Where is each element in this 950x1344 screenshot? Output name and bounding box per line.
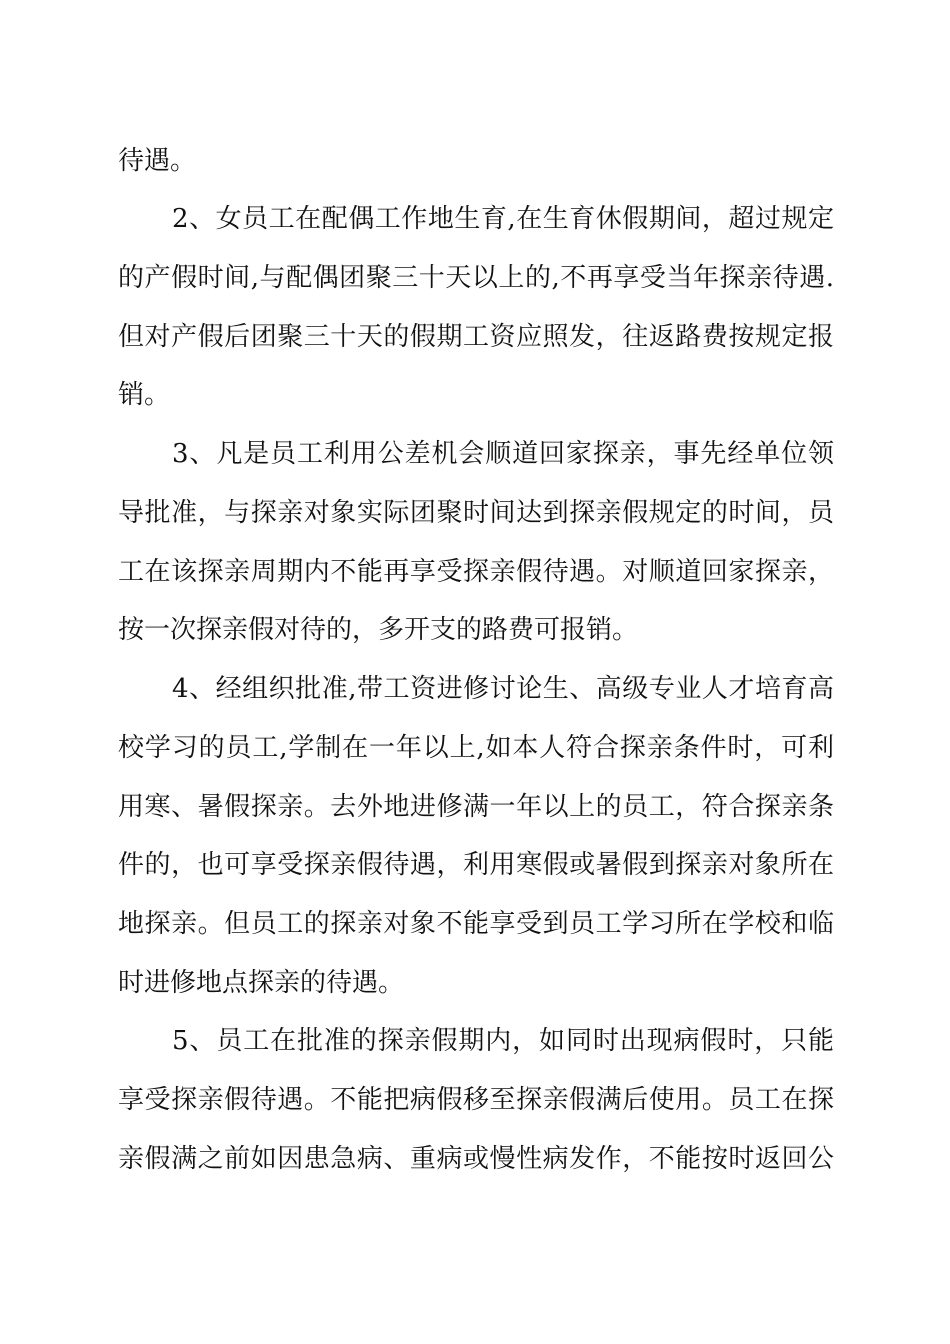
text-line: 校学习的员工,学制在一年以上,如本人符合探亲条件时，可利 bbox=[118, 733, 834, 763]
text-line: 导批准，与探亲对象实际团聚时间达到探亲假规定的时间，员 bbox=[118, 498, 834, 528]
paragraph-start-line: 4、经组织批准,带工资进修讨论生、高级专业人才培育高 bbox=[172, 674, 834, 704]
paragraph-start-line: 5、员工在批准的探亲假期内，如同时出现病假时，只能 bbox=[172, 1026, 834, 1056]
paragraph-start-line: 2、女员工在配偶工作地生育,在生育休假期间，超过规定 bbox=[172, 204, 834, 234]
text-line: 时进修地点探亲的待遇。 bbox=[118, 968, 405, 998]
text-line: 件的，也可享受探亲假待遇，利用寒假或暑假到探亲对象所在 bbox=[118, 850, 834, 880]
text-line: 销。 bbox=[118, 380, 171, 410]
text-line: 待遇。 bbox=[118, 146, 197, 176]
text-line: 的产假时间,与配偶团聚三十天以上的,不再享受当年探亲待遇. bbox=[118, 263, 834, 293]
text-line: 用寒、暑假探亲。去外地进修满一年以上的员工，符合探亲条 bbox=[118, 792, 834, 822]
text-line: 享受探亲假待遇。不能把病假移至探亲假满后使用。员工在探 bbox=[118, 1085, 834, 1115]
text-line: 按一次探亲假对待的，多开支的路费可报销。 bbox=[118, 615, 639, 645]
text-line: 地探亲。但员工的探亲对象不能享受到员工学习所在学校和临 bbox=[118, 909, 834, 939]
paragraph-start-line: 3、凡是员工利用公差机会顺道回家探亲，事先经单位领 bbox=[172, 439, 834, 469]
text-line: 亲假满之前如因患急病、重病或慢性病发作，不能按时返回公 bbox=[118, 1144, 834, 1174]
text-line: 但对产假后团聚三十天的假期工资应照发，往返路费按规定报 bbox=[118, 322, 834, 352]
text-line: 工在该探亲周期内不能再享受探亲假待遇。对顺道回家探亲， bbox=[118, 557, 834, 587]
